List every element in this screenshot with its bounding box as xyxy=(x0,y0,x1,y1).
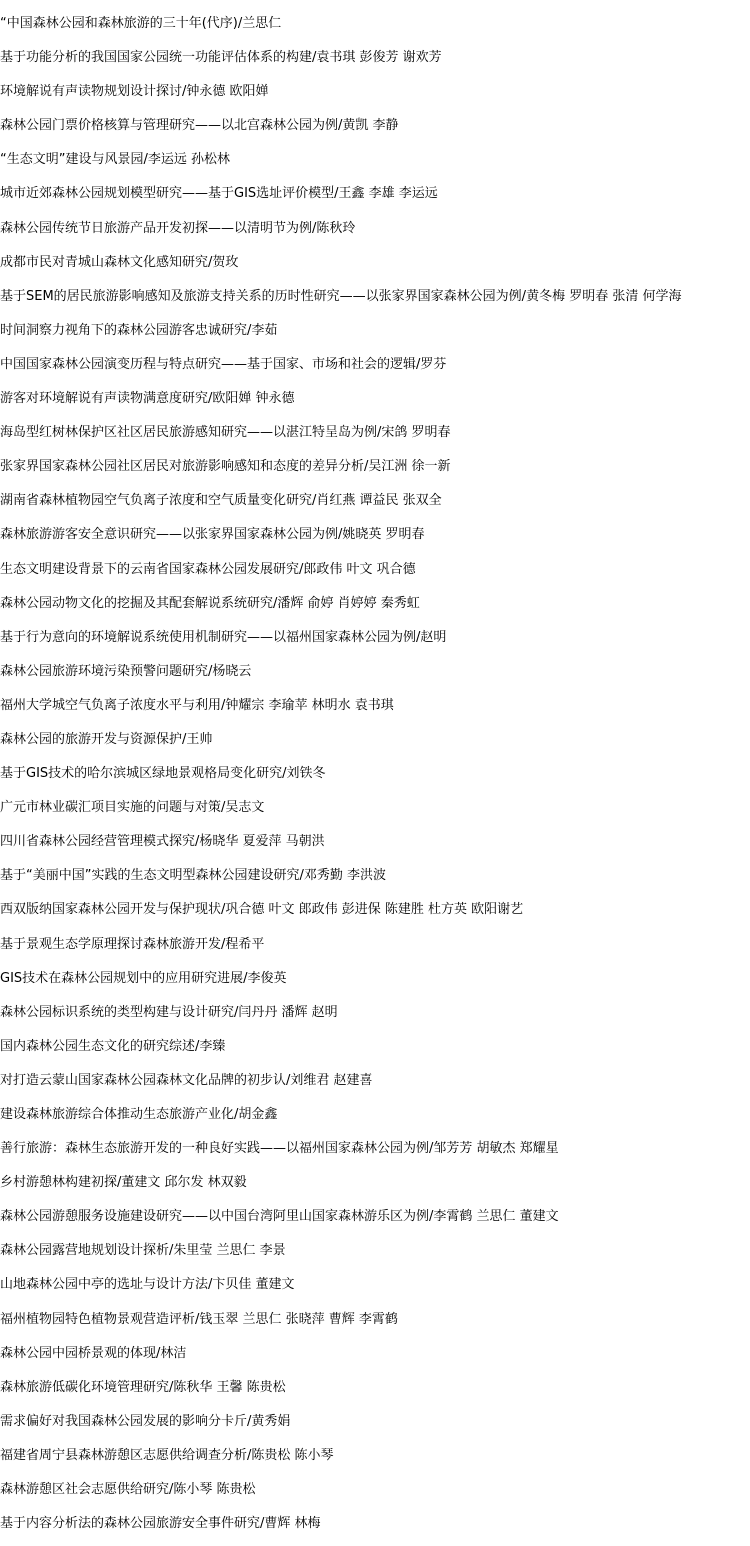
article-title: 基于“美丽中国”实践的生态文明型森林公园建设研究/邓秀勤 李洪波 xyxy=(0,868,386,884)
article-link[interactable] xyxy=(0,1033,750,1067)
article-title: GIS技术在森林公园规划中的应用研究进展/李俊英 xyxy=(0,970,287,986)
article-title: 善行旅游：森林生态旅游开发的一种良好实践——以福州国家森林公园为例/邹芳芳 胡敏杰 郑耀星 xyxy=(0,1141,559,1157)
article-title: 西双版纳国家森林公园开发与保护现状/巩合德 叶文 郎政伟 彭进保 陈建胜 杜方英 欧阳谢艺 xyxy=(0,902,524,918)
article-link[interactable] xyxy=(0,1510,750,1544)
article-title: 森林公园传统节日旅游产品开发初探——以清明节为例/陈秋玲 xyxy=(0,220,356,236)
article-title: 森林游憩区社会志愿供给研究/陈小琴 陈贵松 xyxy=(0,1482,256,1498)
article-link[interactable] xyxy=(0,1135,750,1169)
article-title: 森林公园旅游环境污染预警问题研究/杨晓云 xyxy=(0,663,252,679)
article-title: 森林公园中园桥景观的体现/林洁 xyxy=(0,1345,187,1361)
article-link[interactable] xyxy=(0,385,750,419)
article-title: 四川省森林公园经营管理模式探究/杨晓华 夏爱萍 马朝洪 xyxy=(0,834,325,850)
article-title: 乡村游憩林构建初探/董建文 邱尔发 林双毅 xyxy=(0,1175,247,1191)
article-title: 基于景观生态学原理探讨森林旅游开发/程希平 xyxy=(0,936,265,952)
article-title: 生态文明建设背景下的云南省国家森林公园发展研究/郎政伟 叶文 巩合德 xyxy=(0,561,416,577)
article-title: 国内森林公园生态文化的研究综述/李臻 xyxy=(0,1038,226,1054)
article-title: “生态文明”建设与风景园/李运远 孙松林 xyxy=(0,152,230,168)
article-title: 森林旅游低碳化环境管理研究/陈秋华 王馨 陈贵松 xyxy=(0,1379,286,1395)
article-link[interactable] xyxy=(0,10,750,44)
article-link[interactable] xyxy=(0,1271,750,1305)
article-link[interactable] xyxy=(0,1169,750,1203)
article-link[interactable] xyxy=(0,351,750,385)
article-title: “中国森林公园和森林旅游的三十年(代序)/兰思仁 xyxy=(0,16,282,31)
article-link[interactable] xyxy=(0,1067,750,1101)
article-link[interactable] xyxy=(0,146,750,180)
article-link[interactable] xyxy=(0,1476,750,1510)
article-link[interactable] xyxy=(0,1203,750,1237)
article-link[interactable] xyxy=(0,590,750,624)
article-link[interactable] xyxy=(0,1408,750,1442)
article-title: 需求偏好对我国森林公园发展的影响分卡斤/黄秀娟 xyxy=(0,1413,291,1429)
article-link[interactable] xyxy=(0,44,750,78)
article-link[interactable] xyxy=(0,215,750,249)
article-link[interactable] xyxy=(0,112,750,146)
article-title: 福州植物园特色植物景观营造评析/钱玉翠 兰思仁 张晓萍 曹辉 李霄鹤 xyxy=(0,1311,398,1327)
article-link[interactable] xyxy=(0,1101,750,1135)
article-title: 海岛型红树林保护区社区居民旅游感知研究——以湛江特呈岛为例/宋鸽 罗明春 xyxy=(0,425,451,441)
article-link[interactable] xyxy=(0,692,750,726)
article-title: 时间洞察力视角下的森林公园游客忠诚研究/李茹 xyxy=(0,322,278,338)
article-title: 森林公园的旅游开发与资源保护/王帅 xyxy=(0,731,213,747)
article-link[interactable] xyxy=(0,521,750,555)
article-title: 成都市民对青城山森林文化感知研究/贺玫 xyxy=(0,254,239,270)
article-link[interactable] xyxy=(0,180,750,214)
article-link[interactable] xyxy=(0,658,750,692)
article-link[interactable] xyxy=(0,965,750,999)
article-link[interactable] xyxy=(0,862,750,896)
article-link[interactable] xyxy=(0,828,750,862)
article-link[interactable] xyxy=(0,760,750,794)
article-link[interactable] xyxy=(0,1306,750,1340)
article-link[interactable] xyxy=(0,896,750,930)
article-title: 福州大学城空气负离子浓度水平与利用/钟耀宗 李瑜苹 林明水 袁书琪 xyxy=(0,697,394,713)
article-link[interactable] xyxy=(0,283,750,317)
article-title: 游客对环境解说有声读物满意度研究/欧阳婵 钟永德 xyxy=(0,391,295,407)
article-link[interactable] xyxy=(0,419,750,453)
article-title: 基于GIS技术的哈尔滨城区绿地景观格局变化研究/刘铁冬 xyxy=(0,766,326,782)
article-title: 基于内容分析法的森林公园旅游安全事件研究/曹辉 林梅 xyxy=(0,1516,321,1532)
article-title: 福建省周宁县森林游憩区志愿供给调查分析/陈贵松 陈小琴 xyxy=(0,1447,334,1463)
article-link[interactable] xyxy=(0,1374,750,1408)
article-title: 森林旅游游客安全意识研究——以张家界国家森林公园为例/姚晓英 罗明春 xyxy=(0,527,425,543)
article-title: 基于SEM的居民旅游影响感知及旅游支持关系的历时性研究——以张家界国家森林公园为例/黄冬梅 罗明春 张清 何学海 xyxy=(0,288,682,304)
article-title: 山地森林公园中亭的选址与设计方法/卞贝佳 董建文 xyxy=(0,1277,295,1293)
article-title: 基于功能分析的我国国家公园统一功能评估体系的构建/袁书琪 彭俊芳 谢欢芳 xyxy=(0,50,442,66)
article-title: 森林公园标识系统的类型构建与设计研究/闫丹丹 潘辉 赵明 xyxy=(0,1004,338,1020)
article-link[interactable] xyxy=(0,726,750,760)
article-link[interactable] xyxy=(0,556,750,590)
article-link[interactable] xyxy=(0,249,750,283)
article-link[interactable] xyxy=(0,1442,750,1476)
article-title: 森林公园游憩服务设施建设研究——以中国台湾阿里山国家森林游乐区为例/李霄鹤 兰思仁 董建文 xyxy=(0,1209,559,1225)
article-link[interactable] xyxy=(0,1340,750,1374)
article-link[interactable] xyxy=(0,453,750,487)
article-link[interactable] xyxy=(0,78,750,112)
article-title: 森林公园动物文化的挖掘及其配套解说系统研究/潘辉 俞婷 肖婷婷 秦秀虹 xyxy=(0,595,420,611)
article-title: 城市近郊森林公园规划模型研究——基于GIS选址评价模型/王鑫 李雄 李运远 xyxy=(0,186,438,202)
article-title: 张家界国家森林公园社区居民对旅游影响感知和态度的差异分析/吴江洲 徐一新 xyxy=(0,459,451,475)
article-title: 建设森林旅游综合体推动生态旅游产业化/胡金鑫 xyxy=(0,1107,278,1122)
article-title: 森林公园露营地规划设计探析/朱里莹 兰思仁 李景 xyxy=(0,1243,286,1259)
article-title: 中国国家森林公园演变历程与特点研究——基于国家、市场和社会的逻辑/罗芬 xyxy=(0,356,447,372)
article-link[interactable] xyxy=(0,317,750,351)
article-title: 森林公园门票价格核算与管理研究——以北宫森林公园为例/黄凯 李静 xyxy=(0,118,399,134)
article-list xyxy=(0,10,750,1544)
article-title: 广元市林业碳汇项目实施的问题与对策/吴志文 xyxy=(0,800,265,816)
article-link[interactable] xyxy=(0,624,750,658)
article-link[interactable] xyxy=(0,794,750,828)
article-link[interactable] xyxy=(0,487,750,521)
article-title: 环境解说有声读物规划设计探讨/钟永德 欧阳婵 xyxy=(0,84,269,100)
article-title: 对打造云蒙山国家森林公园森林文化品牌的初步认/刘维君 赵建喜 xyxy=(0,1072,373,1088)
article-title: 基于行为意向的环境解说系统使用机制研究——以福州国家森林公园为例/赵明 xyxy=(0,629,447,645)
article-link[interactable] xyxy=(0,931,750,965)
article-link[interactable] xyxy=(0,999,750,1033)
article-link[interactable] xyxy=(0,1237,750,1271)
article-title: 湖南省森林植物园空气负离子浓度和空气质量变化研究/肖红燕 谭益民 张双全 xyxy=(0,493,442,509)
